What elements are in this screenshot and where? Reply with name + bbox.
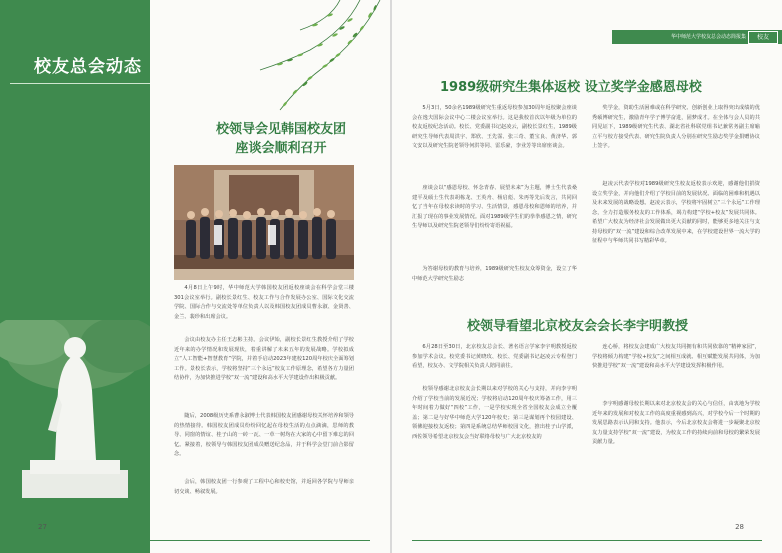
left-headline-line2: 座谈会顺利召开: [235, 141, 327, 156]
willow-illustration: [250, 0, 390, 120]
left-headline-line1: 校领导会见韩国校友团: [215, 122, 346, 137]
right-col3-p1: 6月28日至30日，北京校友总会长、著名语言学家李宇明教授返校参加学术会议。校党委书记黄晓玫、校长、党委副书记赵凌云专程登门看望，校友办、文学院相关负责人陪同前往。: [412, 344, 577, 369]
right-bottom-rule: [412, 540, 762, 541]
right-col3-p2: 校领导感谢北京校友会长期以来对学校的关心与支持，并向李宇明介绍了学校当前的发展近况；学校将启动120周年校庆筹备工作，用三年时间着力做好“四校”工作，一是学校实现全省全国校友会成立全覆盖；第二是与好华中师范大学120年校史；第三是谋划再个校园建设、领佛迎接校友返校；第四是系统总结华师校园文化，推出桂子山学派，西佐领导希望北京校友会当好联络母校与广大北京校友的: [412, 386, 577, 440]
right-col1-p3: 为答谢母校的教育与培养，1989级研究生校友众筹资金，设立了华中师范大学研究生励志: [412, 266, 577, 282]
right-headline-1: 1989级研究生集体返校 设立奖学金感恩母校: [440, 80, 702, 95]
right-headline-2: 校领导看望北京校友会会长李宇明教授: [467, 319, 689, 334]
right-col2-p1: 奖学金，资助生活困难或在科学研究、创新创业上取得突出成绩的优秀硕博研究生，激励青年学子博学奋进，固梦成才。在全体与会人员的共同见证下，1989级研究生代表、湖北省社科联党组书记兼常务副主席喻立平与校方接受代表、研究生院负责人分别在研究生励志奖学金捐赠协议上签字。: [592, 105, 760, 149]
right-col1-p2: 座谈会以“感恩母校、怀念青春、展望未来”为主题，博士生代表桑建平及硕士生代表胡栋龙、王英舟、杨启彪、朱再等先后发言，共同回忆了当年在母校求读时的学习、生活情景，感恩母校和恩师的培养，并汇报了现在的事业发展情况。面对1989级学生们的拳拳感恩之情，研究生导师以及研究生院老领导们纷纷寄语祝福。: [412, 185, 577, 229]
left-article-p2: 会议由校友办主任王志彬主持。会议伊始，副校长景红生教授介绍了学校近年来的办学情况和发展现状，着重讲解了未来五年的发展战略。学校拟成立“人工智能+智慧教育”学院，并着手启动2023年建校120周年校庆全面筹划工作。景校长表示，学校将坚持“三个永远”校友工作原理念，希望各方力量团结协作，为加快推进学校“双一流”建设和高水平大学建设作出积极贡献。: [174, 337, 354, 381]
left-article-p1: 4月8日上午9时，华中师范大学韩国校友团返校座谈会在科学会堂三楼301会议室举行。副校长景红生、校友工作与合作发展办公室、国际文化交流学院、国际合作与交流处等单位负责人以及韩国校友团成员曹永淑、金贤善、金兰、裴珍和出席会议。: [174, 285, 354, 320]
title-divider: [10, 83, 150, 84]
section-title: 校友总会动态: [34, 57, 142, 77]
right-col4-p1: 连心桥，将校友会建成广大校友共同拥有和共同依靠的“精神家园”，学校将倾力构建“学校+校友”之间相互成就、相互赋能发展共同体，为加快推进学校“双一流”建设和高水平大学建设发挥积极作用。: [592, 344, 760, 369]
right-col4-p2: 李宇明感谢母校长期以来对北京校友会的关心与信任，由衷地为学校近年来的发展和对校友工作的高度重视感到高兴，对学校今后一个时期的发展思路表示认同和支持。他表示，今后北京校友会将进一步凝聚北京校友力量支持学校“双一流”建设，为校友工作的持续向前和母校的繁荣发展贡献力量。: [592, 401, 760, 445]
left-page: [0, 0, 390, 553]
header-text: 华中师范大学校友总会动态简报集: [670, 34, 746, 40]
statue-photo: [0, 320, 150, 510]
left-article-p3: 随后，2008级历史系曹永淑博士代表韩国校友团感谢母校关怀培养和领导的热情接待。韩国校友团成员纷纷回忆起在母校生活的点点滴滴，思师的教导、同窗的情谊、桂子山的一砖一瓦、一草一树均在大家的心中留下难忘的回忆。紧接着，校领导与韩国校友团成员赠送纪念品，并于科学会堂门前合影留念。: [174, 413, 354, 457]
left-article-p4: 会后，韩国校友团一行参观了工程中心和校史馆，并返回各学院与导师亲切交谈、畅叙发展。: [174, 479, 354, 495]
left-bottom-rule: [20, 540, 370, 541]
right-col2-p2: 赵凌云代表学校对1989级研究生校友返校表示欢迎，感谢他们捐资设立奖学金，并向他们介绍了学校目前的发展状况、面临的困难和机遇以及未来发展的战略设想。赵凌云表示，学校将牢固树立“三个永远”工作理念，全力打造服务校友的工作体系，竭力构建“学校+校友”发展共同体。希望广大校友为经济社会发展做出更大贡献的同时，能够更多地关注与支持母校的“双一流”建设和综合改革发展中来，在学校建设世界一流大学的征程中与华师共同书写精彩华章。: [592, 181, 760, 244]
group-photo: [174, 165, 354, 280]
right-col1-p1: 5月3日，50余名1989级研究生重返母校参加30周年返校聚会座谈会在逸夫国际会议中心二楼会议室举行。这是我校首次以年级为单位的校友返校纪念活动。校长、党委副书记赵凌云，副校长景红生，1989级研究生导师代表周洪宇、郑欣、王先霈、张三奇、董宝良、黄济华、郭文安以及研究生院老领导何洪等同、雷乐豪，李业芳等出席座谈会。: [412, 105, 577, 149]
header-label: 校友: [748, 31, 778, 44]
page-number-left: 27: [38, 523, 47, 531]
page-number-right: 28: [735, 523, 744, 531]
right-page: [392, 0, 782, 553]
